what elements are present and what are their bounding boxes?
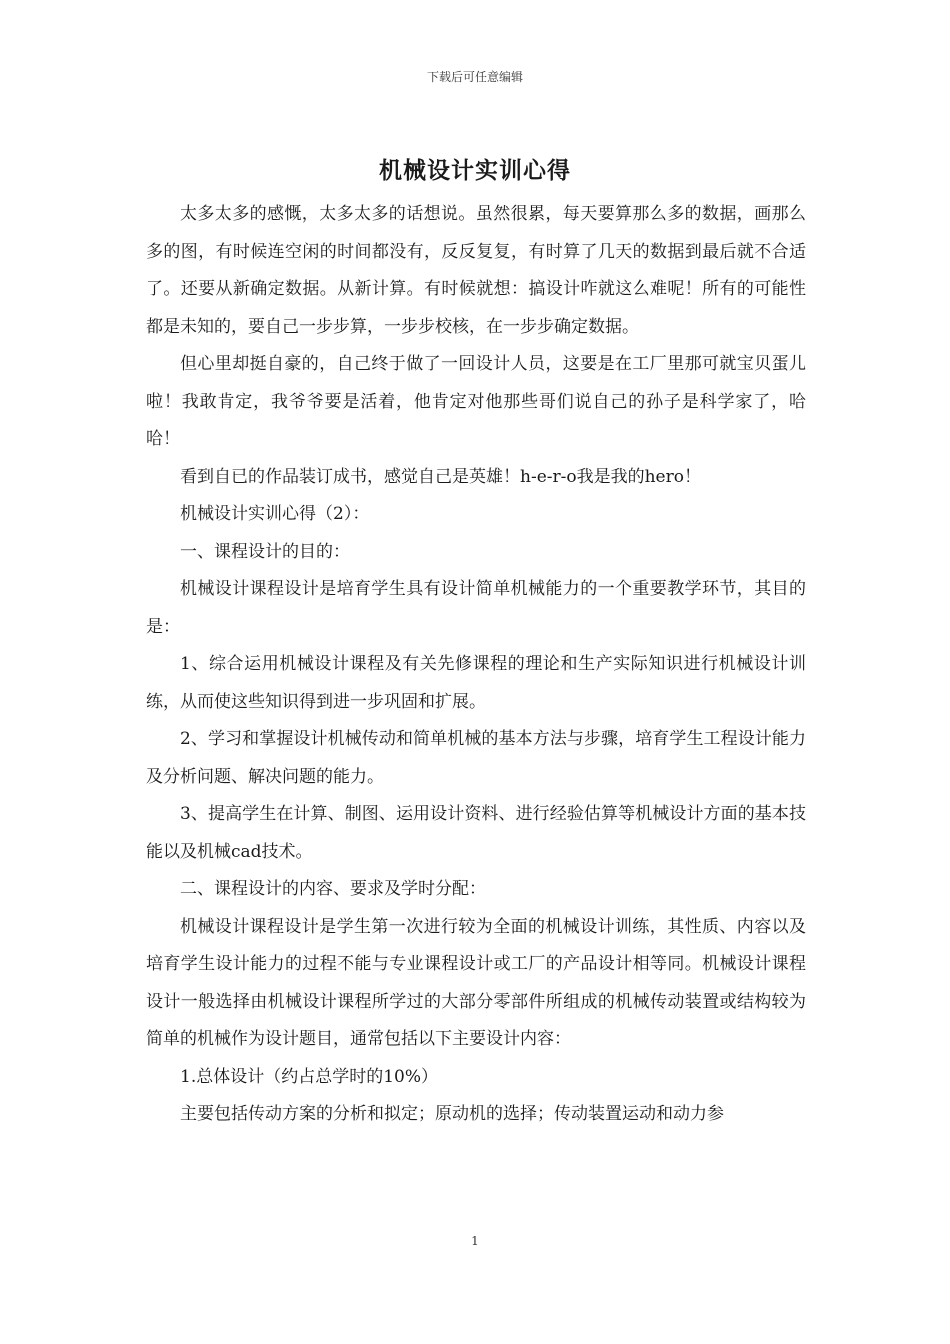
list-item: 3、提高学生在计算、制图、运用设计资料、进行经验估算等机械设计方面的基本技能以及机械cad技术。: [146, 804, 806, 862]
paragraph: 看到自已的作品装订成书，感觉自己是英雄！h-e-r-o我是我的hero！: [180, 466, 701, 487]
paragraph: 机械设计课程设计是学生第一次进行较为全面的机械设计训练，其性质、内容以及培育学生设计能力的过程不能与专业课程设计或工厂的产品设计相等同。机械设计课程设计一般选择由机械设计课程所学过的大部分零部件所组成的机械传动装置或结构较为简单的机械作为设计题目，通常包括以下主要设计内容：: [146, 916, 806, 1049]
section-heading: 一、课程设计的目的：: [180, 541, 350, 562]
header-note: 下载后可任意编辑: [426, 70, 523, 84]
list-item: 2、学习和掌握设计机械传动和简单机械的基本方法与步骤，培育学生工程设计能力及分析问题、解决问题的能力。: [146, 729, 806, 787]
paragraph: 太多太多的感慨，太多太多的话想说。虽然很累，每天要算那么多的数据，画那么多的图，有时候连空闲的时间都没有，反反复复，有时算了几天的数据到最后就不合适了。还要从新确定数据。从新计算。有时候就想：搞设计咋就这么难呢！所有的可能性都是未知的，要自己一步步算，一步步校核，在一步步确定数据。: [146, 204, 806, 337]
document-title: 机械设计实训心得: [379, 157, 571, 184]
section-subtitle: 机械设计实训心得（2）：: [180, 504, 370, 524]
section-heading: 二、课程设计的内容、要求及学时分配：: [180, 879, 486, 899]
paragraph: 机械设计课程设计是培育学生具有设计简单机械能力的一个重要教学环节，其目的是：: [146, 579, 806, 637]
document-body: [146, 196, 806, 1134]
paragraph: 但心里却挺自豪的，自己终于做了一回设计人员，这要是在工厂里那可就宝贝蛋儿啦！我敢肯定，我爷爷要是活着，他肯定对他那些哥们说自己的孙子是科学家了，哈哈！: [146, 354, 806, 449]
list-item: 1、综合运用机械设计课程及有关先修课程的理论和生产实际知识进行机械设计训练，从而使这些知识得到进一步巩固和扩展。: [146, 654, 806, 712]
paragraph: 主要包括传动方案的分析和拟定；原动机的选择；传动装置运动和动力参: [180, 1104, 724, 1124]
subsection-heading: 1.总体设计（约占总学时的10%）: [180, 1066, 439, 1087]
page-number: 1: [471, 1234, 479, 1248]
